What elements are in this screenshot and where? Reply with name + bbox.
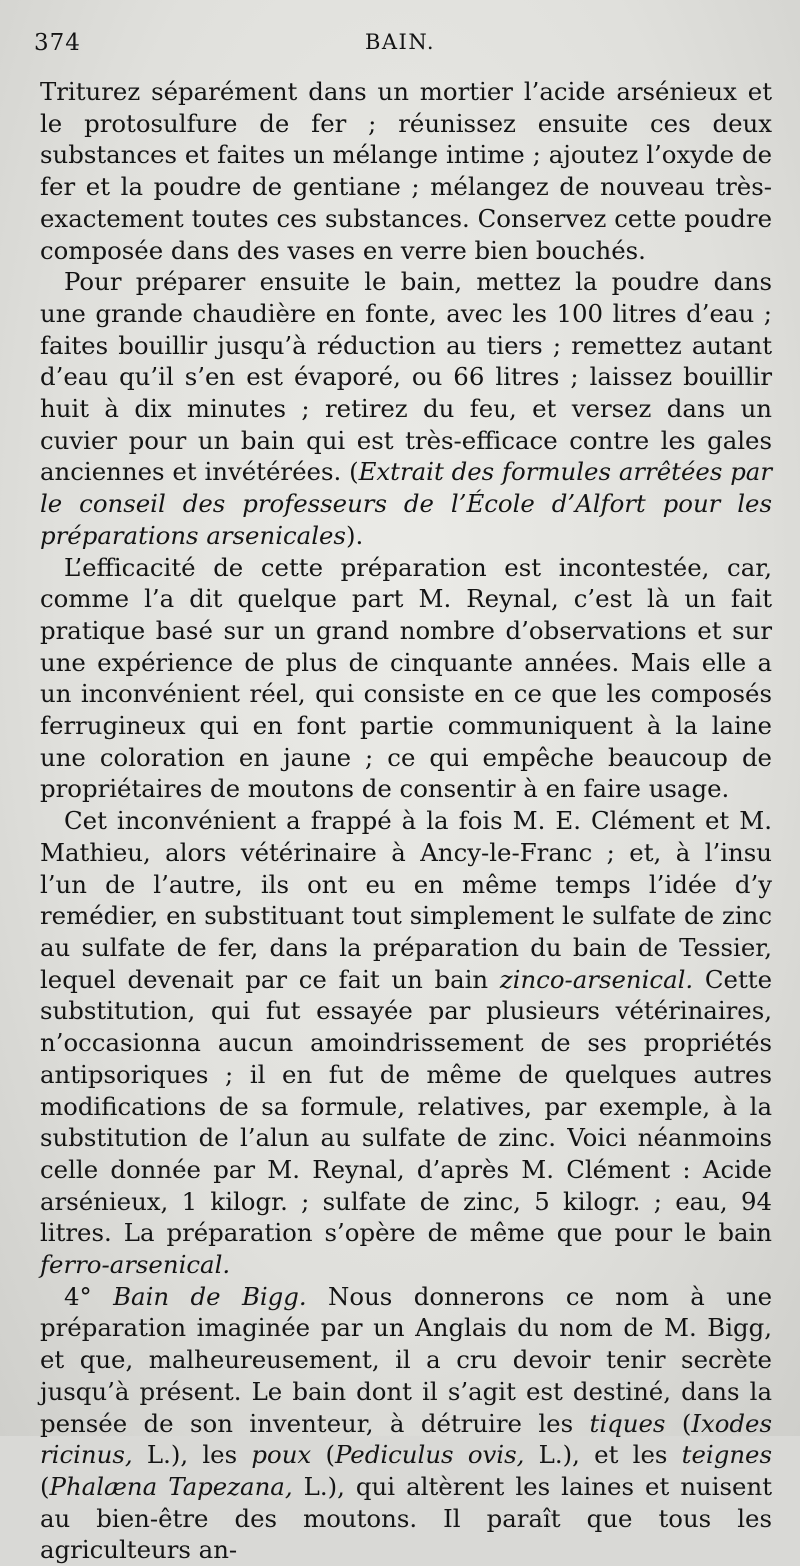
paragraph-powder-preparation: [40, 76, 772, 266]
text-run: L.), qui altèrent les laines et nuisent au bien-être des moutons. Il paraît que tous les agriculteurs an-: [40, 1471, 773, 1565]
italic-text-run: Extrait des formules arrêtées par le conseil des professeurs de l’École d’Alfort pour les préparations arsenicales: [40, 457, 773, 550]
text-run: ).: [345, 520, 364, 550]
italic-text-run: zinco-arsenical.: [499, 964, 694, 994]
text-run: L’efficacité de cette préparation est incontestée, car, comme l’a dit quelque part M. Reynal, c’est là un fait pratique basé sur un grand nombre d’observations et sur une expérience de plus de cinquante années. Mais elle a un inconvénient réel, qui consiste en ce que les composés ferrugineux qui en font partie communiquent à la laine une coloration en jaune ; ce qui empêche beaucoup de propriétaires de moutons de consentir à en faire usage.: [40, 552, 772, 804]
page-number: 374: [34, 30, 81, 56]
italic-text-run: teignes: [681, 1440, 772, 1470]
italic-text-run: ferro-arsenical.: [40, 1250, 231, 1280]
text-run: L.), et les: [524, 1440, 682, 1470]
text-run: (: [40, 1471, 50, 1501]
text-run: 4°: [64, 1281, 114, 1311]
text-run: Cet inconvénient a frappé à la fois M. E. Clément et M. Mathieu, alors vétérinaire à Ancy-le-Franc ; et, à l’insu l’un de l’autre, ils ont eu en même temps l’idée d’y remédier, en substituant tout simplement le sulfate de zinc au sulfate de fer, dans la préparation du bain de Tessier, lequel devenait par ce fait un bain: [40, 806, 772, 994]
italic-text-run: Phalæna Tapezana,: [49, 1471, 293, 1501]
text-run: L.), les: [132, 1440, 252, 1470]
text-run: (: [311, 1440, 335, 1470]
page-header: [34, 30, 766, 66]
text-run: Cette substitution, qui fut essayée par plusieurs vétérinaires, n’occasionna aucun amoindrissement de ses propriétés antipsoriques ; il en fut de même de quelques autres modifications de sa formule, relatives, par exemple, à la substitution de l’alun au sulfate de zinc. Voici néanmoins celle donnée par M. Reynal, d’après M. Clément : Acide arsénieux, 1 kilogr. ; sulfate de zinc, 5 kilogr. ; eau, 94 litres. La préparation s’opère de même que pour le bain: [40, 964, 772, 1248]
italic-text-run: Bain de Bigg.: [113, 1281, 307, 1311]
italic-text-run: Pediculus ovis,: [334, 1440, 525, 1470]
italic-text-run: Ixodes ricinus,: [40, 1408, 772, 1470]
italic-text-run: poux: [251, 1440, 312, 1470]
paragraph-efficacy: [40, 552, 772, 806]
text-run: Pour préparer ensuite le bain, mettez la poudre dans une grande chaudière en fonte, avec les 100 litres d’eau ; faites bouillir jusqu’à réduction au tiers ; remettez autant d’eau qu’il s’en est évaporé, ou 66 litres ; laissez bouillir huit à dix minutes ; retirez du feu, et versez dans un cuvier pour un bain qui est très-efficace contre les gales anciennes et invétérées. (: [40, 267, 772, 487]
italic-text-run: tiques: [589, 1408, 666, 1438]
paragraph-bain-de-bigg: [40, 1281, 772, 1566]
text-run: (: [665, 1408, 692, 1438]
body-text: [40, 76, 772, 1566]
text-run: Triturez séparément dans un mortier l’acide arsénieux et le protosulfure de fer ; réunissez ensuite ces deux substances et faites un mélange intime ; ajoutez l’oxyde de fer et la poudre de gentiane ; mélangez de nouveau très-exactement toutes ces substances. Conservez cette poudre composée dans des vases en verre bien bouchés.: [40, 77, 772, 265]
paragraph-zinc-substitution: [40, 805, 772, 1281]
paragraph-bath-preparation: [40, 266, 772, 551]
text-run: Nous donnerons ce nom à une préparation imaginée par un Anglais du nom de M. Bigg, et que, malheureusement, il a cru devoir tenir secrète jusqu’à présent. Le bain dont il s’agit est destiné, dans la pensée de son inventeur, à détruire les: [40, 1281, 773, 1438]
running-head: BAIN.: [364, 30, 436, 54]
